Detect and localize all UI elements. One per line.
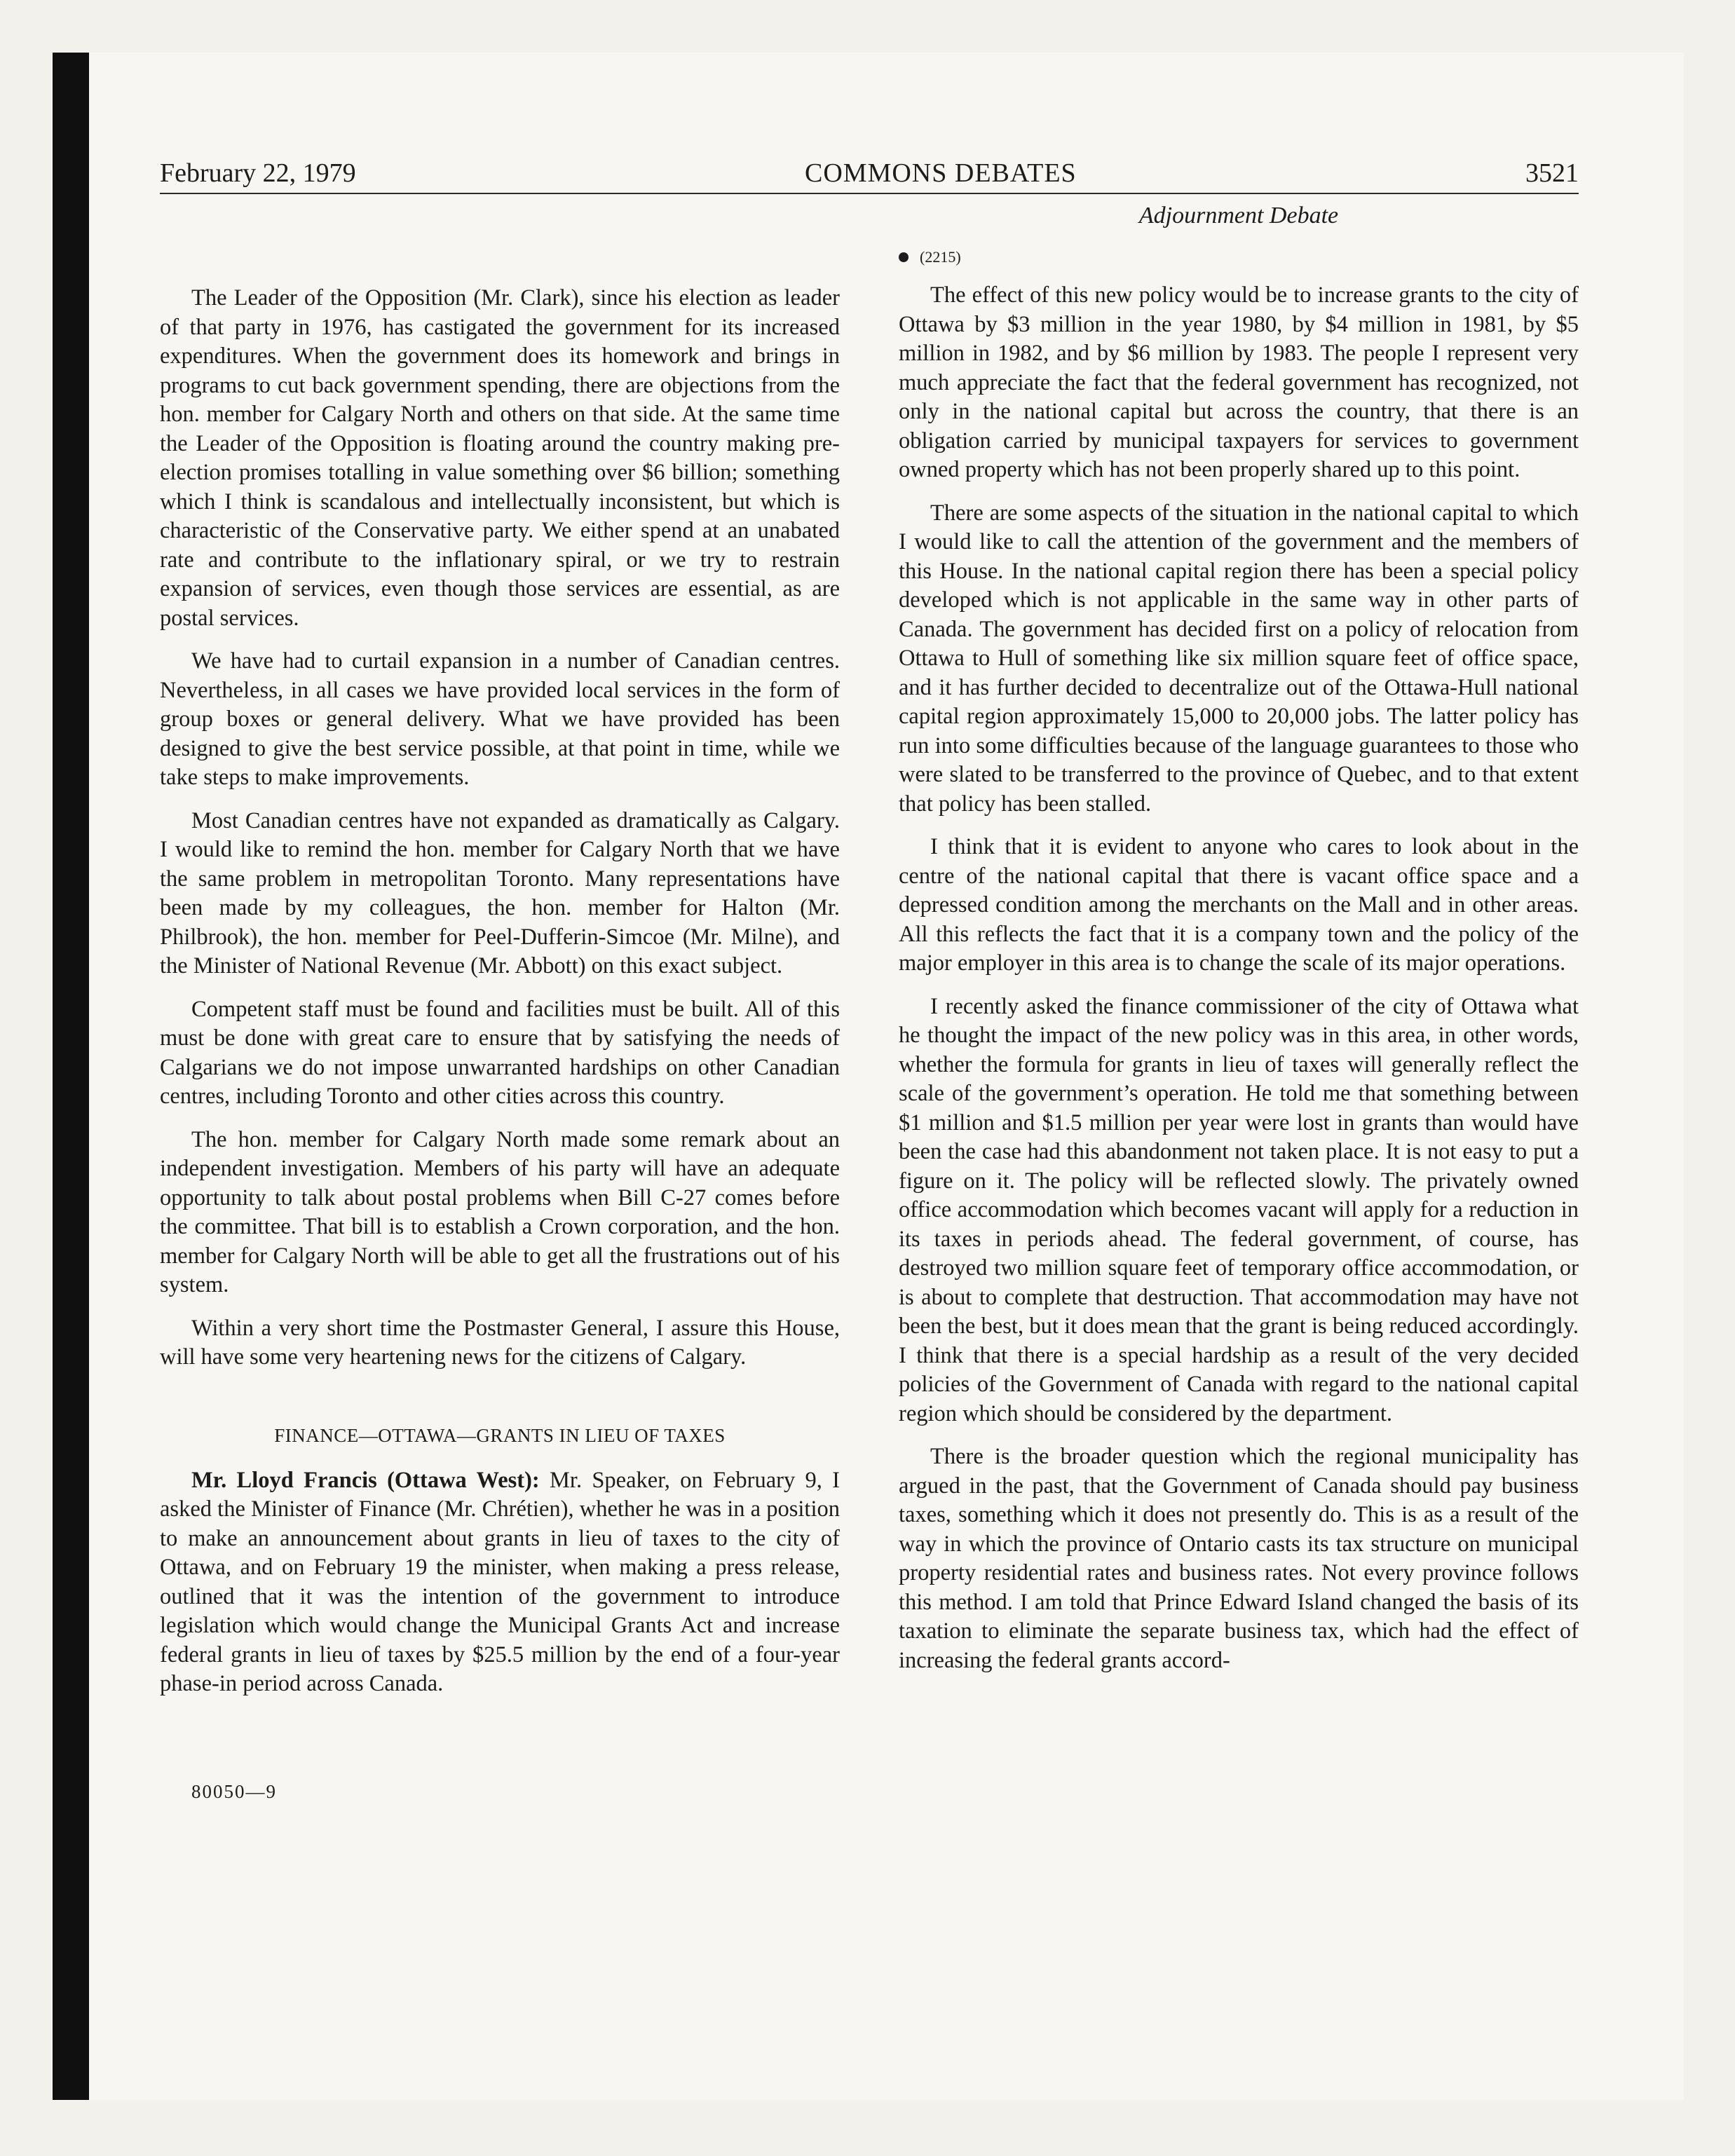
- header-page-number: 3521: [1525, 158, 1579, 188]
- two-column-body: [160, 201, 1579, 1806]
- paragraph: We have had to curtail expansion in a number of Canadian centres. Nevertheless, in all cases we have provided local services in the form of group boxes or general delivery. What we have provided has been designed to give the best service possible, at that point in time, while we take steps to make improvements.: [160, 648, 840, 790]
- right-column: [899, 201, 1579, 1806]
- paragraph: I think that it is evident to anyone who cares to look about in the centre of the national capital that there is vacant office space and a depressed condition among the merchants on the Mall and in other areas. All this reflects the fact that it is a company town and the policy of the major employer in this area is to change the scale of its major operations.: [899, 834, 1579, 976]
- time-marker-text: (2215): [920, 248, 961, 266]
- scan-edge-bar: [53, 53, 89, 2100]
- subject-heading: FINANCE—OTTAWA—GRANTS IN LIEU OF TAXES: [274, 1424, 726, 1446]
- paragraph: Most Canadian centres have not expanded as dramatically as Calgary. I would like to remind the hon. member for Calgary North that we have the same problem in metropolitan Toronto. Many representations have been made by my colleagues, the hon. member for Halton (Mr. Philbrook), the hon. member for Peel-Dufferin-Simcoe (Mr. Milne), and the Minister of National Revenue (Mr. Abbott) on this exact subject.: [160, 807, 840, 978]
- paragraph: The effect of this new policy would be to increase grants to the city of Ottawa by $3 million in the year 1980, by $4 million in 1981, by $5 million in 1982, and by $6 million by 1983. The people I represent very much appreciate the fact that the federal government has recognized, not only in the national capital but across the country, that there is an obligation carried by municipal taxpayers for services to government owned property which has not been properly shared up to this point.: [899, 282, 1579, 482]
- section-heading: Adjournment Debate: [1138, 203, 1339, 228]
- speaker-name: Mr. Lloyd Francis (Ottawa West):: [191, 1467, 540, 1493]
- speaker-paragraph: [160, 1466, 840, 1699]
- speaker-text: Mr. Speaker, on February 9, I asked the Minister of Finance (Mr. Chrétien), whether he was in a position to make an announcement about grants in lieu of taxes to the city of Ottawa, and on February 19 the minister, when making a press release, outlined that it was the intention of the government to introduce legislation which would change the Municipal Grants Act and increase federal grants in lieu of taxes by $25.5 million by the end of a four-year phase-in period across Canada.: [160, 1467, 840, 1696]
- paragraph: Competent staff must be found and facilities must be built. All of this must be done with great care to ensure that by satisfying the needs of Calgarians we do not impose unwarranted hardships on other Canadian centres, including Toronto and other cities across this country.: [160, 996, 840, 1109]
- paragraph: There is the broader question which the regional municipality has argued in the past, that the Government of Canada should pay business taxes, something which it does not presently do. This is as a result of the way in which the province of Ontario casts its tax structure on municipal property residential rates and business rates. Not every province follows this method. I am told that Prince Edward Island changed the basis of its taxation to eliminate the separate business tax, which had the effect of increasing the federal grants accord-: [899, 1444, 1579, 1673]
- time-marker: [899, 243, 1579, 271]
- paragraph: The Leader of the Opposition (Mr. Clark), since his election as leader of that party in 1976, has castigated the government for its increased expenditures. When the government does its homework and brings in programs to cut back government spending, there are objections from the hon. member for Calgary North and others on that side. At the same time the Leader of the Opposition is floating around the country making pre-election promises totalling in value something over $6 billion; something which I think is scandalous and intellectually inconsistent, but which is characteristic of the Conservative party. We either spend at an unabated rate and contribute to the inflationary spiral, or we try to restrain expansion of services, even though those services are essential, as are postal services.: [160, 285, 840, 631]
- paragraph: The hon. member for Calgary North made some remark about an independent investigation. Members of his party will have an adequate opportunity to talk about postal problems when Bill C-27 comes before the committee. That bill is to establish a Crown corporation, and the hon. member for Calgary North will be able to get all the frustrations out of his system.: [160, 1126, 840, 1297]
- bullet-icon: [899, 252, 909, 262]
- header-date: February 22, 1979: [160, 158, 356, 188]
- paragraph: Within a very short time the Postmaster General, I assure this House, will have some very heartening news for the citizens of Calgary.: [160, 1315, 840, 1370]
- left-column: [160, 201, 840, 1806]
- running-header: [160, 158, 1579, 194]
- paragraph: There are some aspects of the situation in the national capital to which I would like to call the attention of the government and the members of this House. In the national capital region there has been a special policy developed which is not applicable in the same way in other parts of Canada. The government has decided first on a policy of relocation from Ottawa to Hull of something like six million square feet of office space, and it has further decided to decentralize out of the Ottawa-Hull national capital region approximately 15,000 to 20,000 jobs. The latter policy has run into some difficulties because of the language guarantees to those who were slated to be transferred to the province of Quebec, and to that extent that policy has been stalled.: [899, 500, 1579, 817]
- page-content: [160, 158, 1579, 1806]
- header-title: COMMONS DEBATES: [805, 158, 1077, 188]
- folio-number: 80050—9: [191, 1780, 277, 1802]
- paragraph: I recently asked the finance commissioner of the city of Ottawa what he thought the impact of the new policy was in this area, in other words, whether the formula for grants in lieu of taxes will generally reflect the scale of the government’s operation. He told me that something between $1 million and $1.5 million per year were lost in grants than would have been the case had this abandonment not taken place. It is not easy to put a figure on it. The policy will be reflected slowly. The privately owned office accommodation which becomes vacant will apply for a reduction in its taxes in periods ahead. The federal government, of course, has destroyed two million square feet of temporary office accommodation, or is about to complete that destruction. That accommodation may have not been the best, but it does mean that the grant is being reduced accordingly. I think that there is a special hardship as a result of the very decided policies of the Government of Canada with regard to the national capital region which should be considered by the department.: [899, 993, 1579, 1426]
